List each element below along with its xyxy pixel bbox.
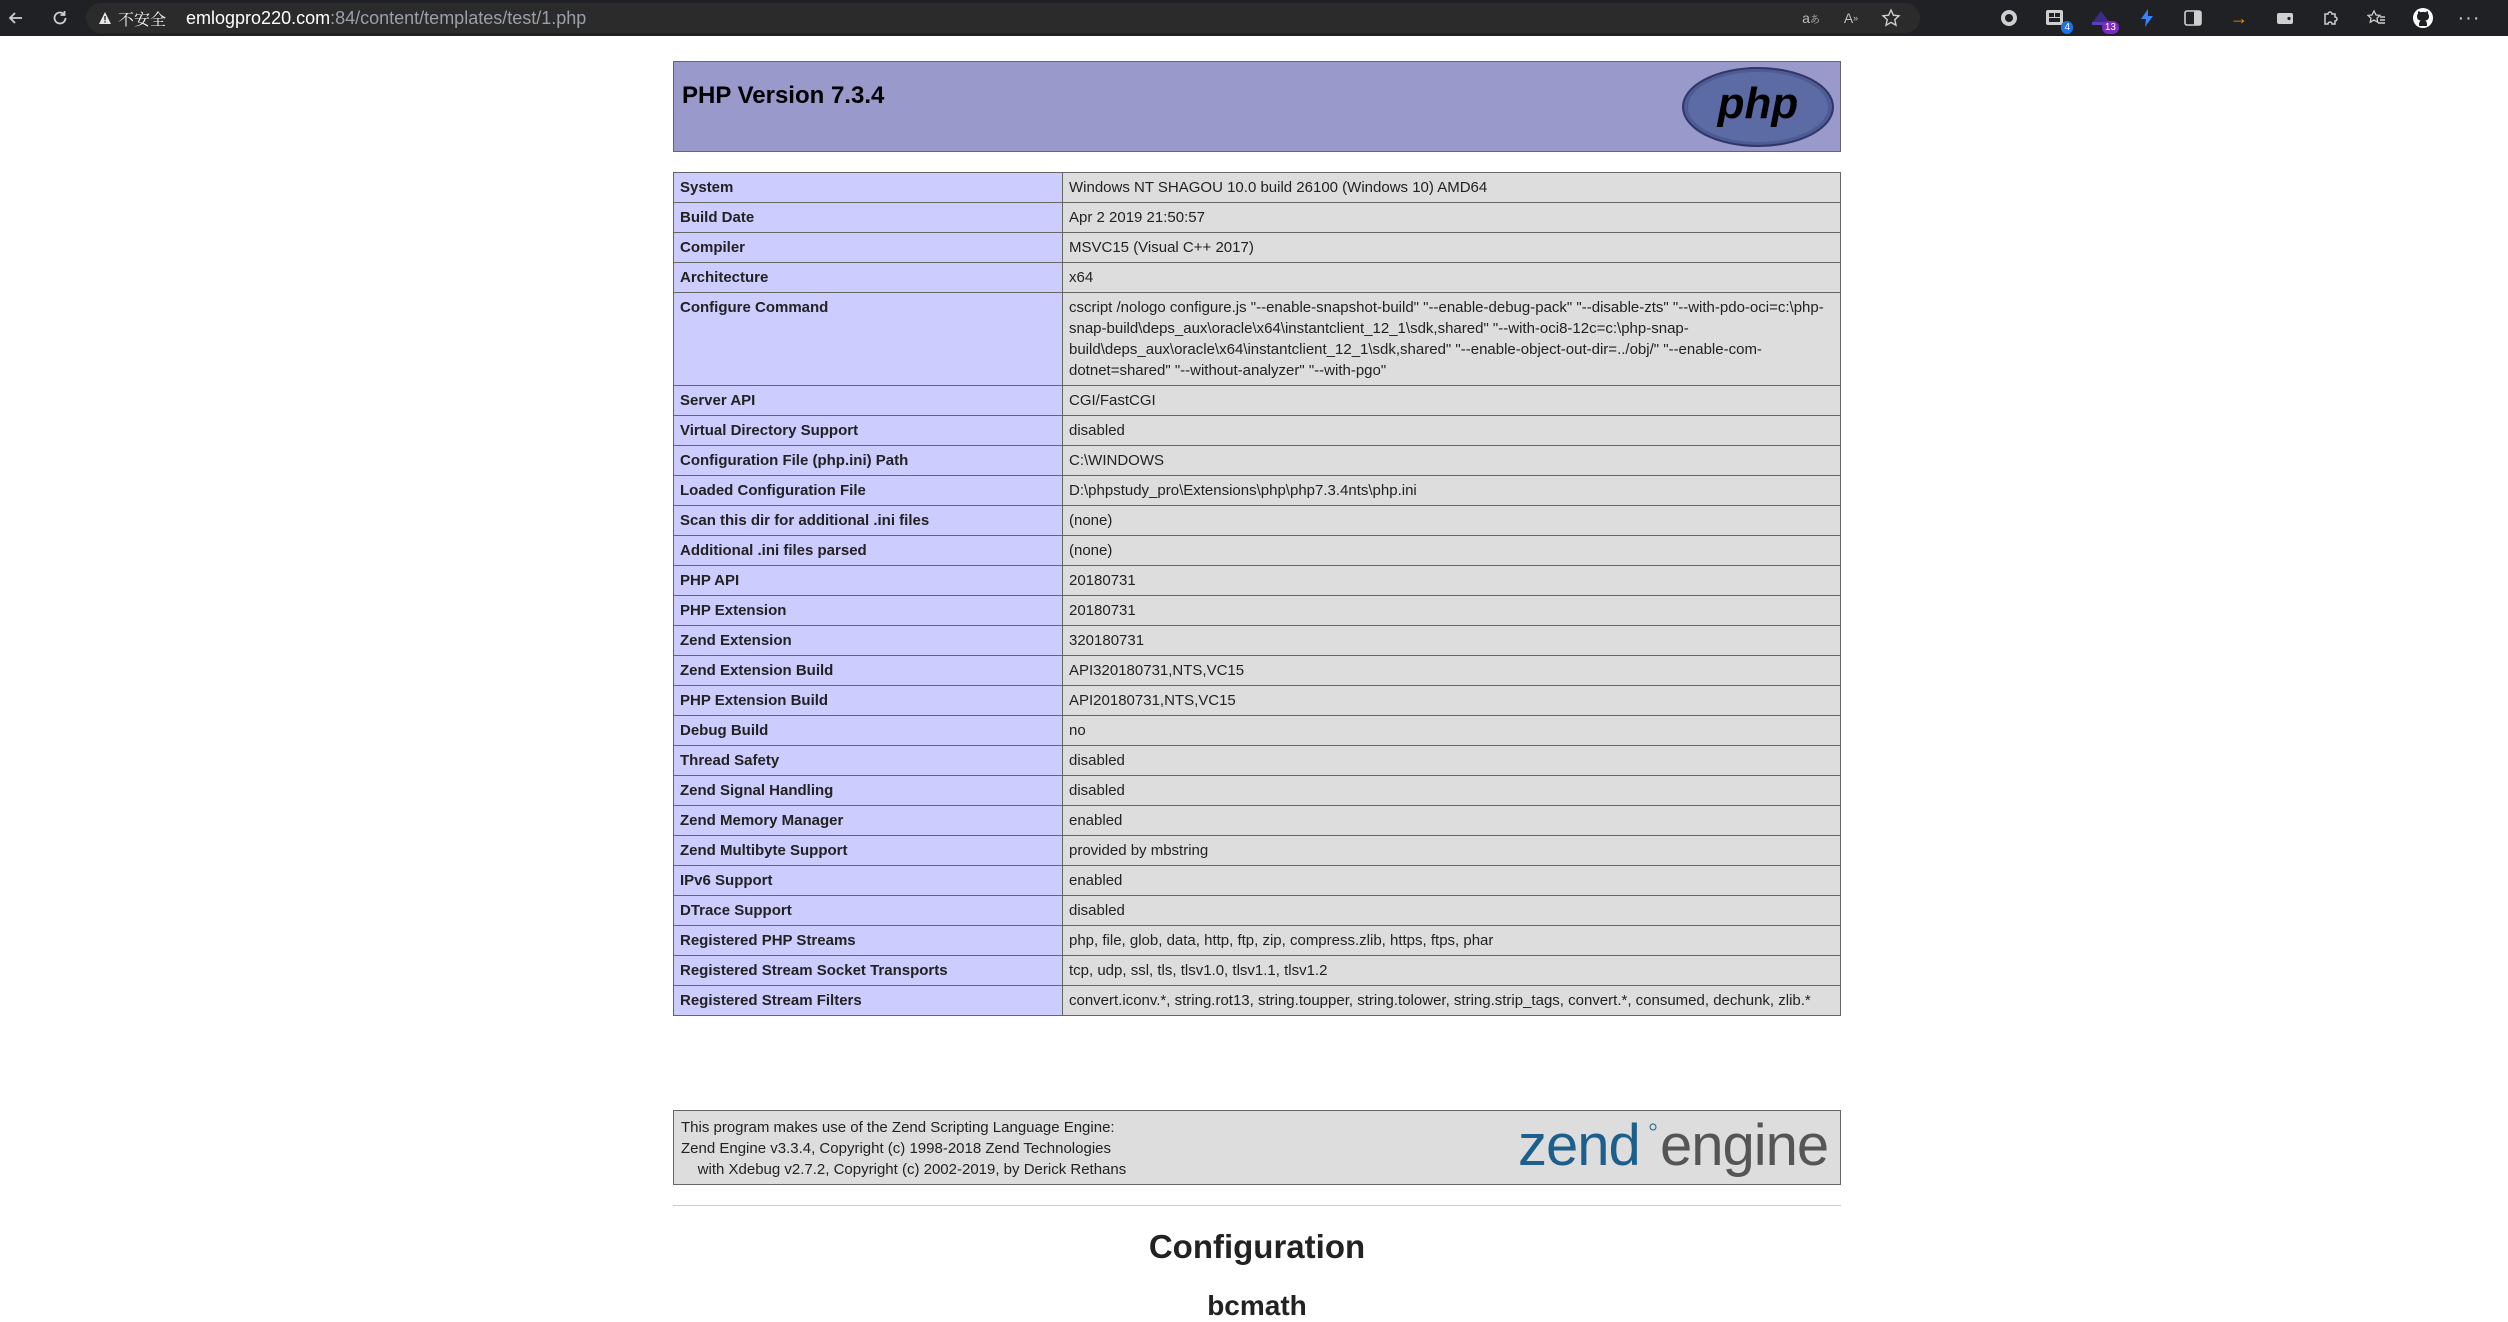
- php-version-header: [673, 61, 1841, 152]
- configuration-heading: Configuration: [1148, 1228, 1366, 1265]
- info-row: [674, 203, 1841, 233]
- info-key: DTrace Support: [674, 896, 1063, 926]
- info-row: [674, 626, 1841, 656]
- info-row: [674, 776, 1841, 806]
- info-value: 20180731: [1063, 566, 1841, 596]
- php-version-title: PHP Version 7.3.4: [682, 82, 885, 109]
- info-key: Registered PHP Streams: [674, 926, 1063, 956]
- info-row: [674, 566, 1841, 596]
- info-row: [674, 233, 1841, 263]
- info-value: disabled: [1063, 416, 1841, 446]
- info-value: disabled: [1063, 746, 1841, 776]
- extensions-puzzle-icon[interactable]: [2317, 6, 2345, 30]
- extension-badge-count-2: 13: [2102, 21, 2119, 34]
- address-bar[interactable]: [86, 3, 1920, 33]
- info-row: [674, 656, 1841, 686]
- read-aloud-icon[interactable]: A »: [1843, 10, 1859, 26]
- info-key: PHP Extension: [674, 596, 1063, 626]
- info-key: Compiler: [674, 233, 1063, 263]
- zend-engine-logo[interactable]: [1518, 1115, 1834, 1185]
- info-row: [674, 596, 1841, 626]
- zend-info-line: Zend Engine v3.3.4, Copyright (c) 1998-2018 Zend Technologies: [681, 1140, 1111, 1157]
- browser-toolbar: [0, 0, 2508, 36]
- extension-arrow-icon[interactable]: →: [2230, 7, 2248, 28]
- translate-icon[interactable]: a あ: [1802, 10, 1820, 26]
- info-row: [674, 173, 1841, 203]
- github-icon[interactable]: [2409, 6, 2437, 30]
- reload-icon[interactable]: [48, 6, 72, 30]
- info-row: [674, 716, 1841, 746]
- info-value: 320180731: [1063, 626, 1841, 656]
- info-key: Server API: [674, 386, 1063, 416]
- extension-record-icon[interactable]: [1995, 6, 2023, 30]
- info-value: C:\WINDOWS: [1063, 446, 1841, 476]
- svg-text:engine: engine: [1660, 1115, 1829, 1178]
- info-key: PHP API: [674, 566, 1063, 596]
- svg-text:zend: zend: [1518, 1115, 1640, 1178]
- info-row: [674, 416, 1841, 446]
- favorite-star-icon[interactable]: [1880, 8, 1902, 28]
- info-key: Zend Multibyte Support: [674, 836, 1063, 866]
- info-value: enabled: [1063, 806, 1841, 836]
- info-key: Registered Stream Filters: [674, 986, 1063, 1016]
- info-key: Registered Stream Socket Transports: [674, 956, 1063, 986]
- info-key: Zend Memory Manager: [674, 806, 1063, 836]
- warning-icon: [98, 11, 112, 25]
- info-value: (none): [1063, 536, 1841, 566]
- info-key: IPv6 Support: [674, 866, 1063, 896]
- info-value: API320180731,NTS,VC15: [1063, 656, 1841, 686]
- info-key: Zend Signal Handling: [674, 776, 1063, 806]
- zend-info-line: This program makes use of the Zend Scripting Language Engine:: [681, 1119, 1115, 1136]
- info-row: [674, 293, 1841, 386]
- extension-badge-count: 4: [2061, 21, 2073, 34]
- back-icon[interactable]: [4, 6, 28, 30]
- info-key: Thread Safety: [674, 746, 1063, 776]
- info-row: [674, 746, 1841, 776]
- extension-sidebar-icon[interactable]: [2179, 6, 2207, 30]
- info-key: Zend Extension Build: [674, 656, 1063, 686]
- info-value: disabled: [1063, 896, 1841, 926]
- info-value: API20180731,NTS,VC15: [1063, 686, 1841, 716]
- info-value: convert.iconv.*, string.rot13, string.toupper, string.tolower, string.strip_tags, convert.*, consumed, dechunk, zlib.*: [1063, 986, 1841, 1016]
- info-key: Additional .ini files parsed: [674, 536, 1063, 566]
- info-value: (none): [1063, 506, 1841, 536]
- module-heading-bcmath[interactable]: bcmath: [1207, 1290, 1307, 1321]
- security-label: 不安全: [118, 11, 167, 29]
- info-row: [674, 806, 1841, 836]
- info-row: [674, 986, 1841, 1016]
- svg-text:php: php: [1717, 79, 1799, 128]
- more-menu-icon[interactable]: ···: [2457, 6, 2481, 29]
- favorites-list-icon[interactable]: [2363, 6, 2391, 30]
- info-value: Windows NT SHAGOU 10.0 build 26100 (Windows 10) AMD64: [1063, 173, 1841, 203]
- info-row: [674, 686, 1841, 716]
- info-key: Debug Build: [674, 716, 1063, 746]
- info-key: Zend Extension: [674, 626, 1063, 656]
- info-value: 20180731: [1063, 596, 1841, 626]
- php-info-table: [673, 172, 1841, 1016]
- extension-bolt-icon[interactable]: [2133, 6, 2161, 30]
- extension-gallery-icon[interactable]: [2041, 6, 2070, 33]
- info-row: [674, 386, 1841, 416]
- php-logo[interactable]: [1681, 66, 1835, 153]
- info-key: Configuration File (php.ini) Path: [674, 446, 1063, 476]
- info-value: MSVC15 (Visual C++ 2017): [1063, 233, 1841, 263]
- info-key: Virtual Directory Support: [674, 416, 1063, 446]
- info-row: [674, 446, 1841, 476]
- url-text[interactable]: emlogpro220.com:84/content/templates/test/1.php: [186, 7, 587, 28]
- info-row: [674, 506, 1841, 536]
- info-value: no: [1063, 716, 1841, 746]
- info-key: Loaded Configuration File: [674, 476, 1063, 506]
- info-key: Build Date: [674, 203, 1063, 233]
- zend-engine-box: [673, 1110, 1841, 1185]
- info-row: [674, 956, 1841, 986]
- info-row: [674, 896, 1841, 926]
- info-row: [674, 536, 1841, 566]
- section-divider: [673, 1205, 1841, 1206]
- security-indicator[interactable]: [98, 7, 166, 30]
- info-value: CGI/FastCGI: [1063, 386, 1841, 416]
- info-value: Apr 2 2019 21:50:57: [1063, 203, 1841, 233]
- info-key: System: [674, 173, 1063, 203]
- info-row: [674, 836, 1841, 866]
- info-key: Architecture: [674, 263, 1063, 293]
- info-key: Scan this dir for additional .ini files: [674, 506, 1063, 536]
- info-value: D:\phpstudy_pro\Extensions\php\php7.3.4nts\php.ini: [1063, 476, 1841, 506]
- info-value: disabled: [1063, 776, 1841, 806]
- zend-info-line: with Xdebug v2.7.2, Copyright (c) 2002-2019, by Derick Rethans: [681, 1161, 1127, 1178]
- info-row: [674, 926, 1841, 956]
- info-row: [674, 866, 1841, 896]
- extension-hat-icon[interactable]: [2087, 6, 2116, 33]
- info-key: Configure Command: [674, 293, 1063, 386]
- info-value: provided by mbstring: [1063, 836, 1841, 866]
- info-row: [674, 476, 1841, 506]
- info-value: tcp, udp, ssl, tls, tlsv1.0, tlsv1.1, tlsv1.2: [1063, 956, 1841, 986]
- info-value: cscript /nologo configure.js "--enable-snapshot-build" "--enable-debug-pack" "--disable-zts" "--with-pdo-oci=c:\php-snap-build\deps_aux\oracle\x64\instantclient_12_1\sdk,shared" "--with-oci8-12c=c:\php-snap-build\deps_aux\oracle\x64\instantclient_12_1\sdk,shared" "--enable-object-out-dir=../obj/" "--enable-com-dotnet=shared" "--without-analyzer" "--with-pgo": [1063, 293, 1841, 386]
- info-key: PHP Extension Build: [674, 686, 1063, 716]
- info-value: php, file, glob, data, http, ftp, zip, compress.zlib, https, ftps, phar: [1063, 926, 1841, 956]
- info-value: enabled: [1063, 866, 1841, 896]
- info-value: x64: [1063, 263, 1841, 293]
- extension-wallet-icon[interactable]: [2271, 6, 2299, 30]
- info-row: [674, 263, 1841, 293]
